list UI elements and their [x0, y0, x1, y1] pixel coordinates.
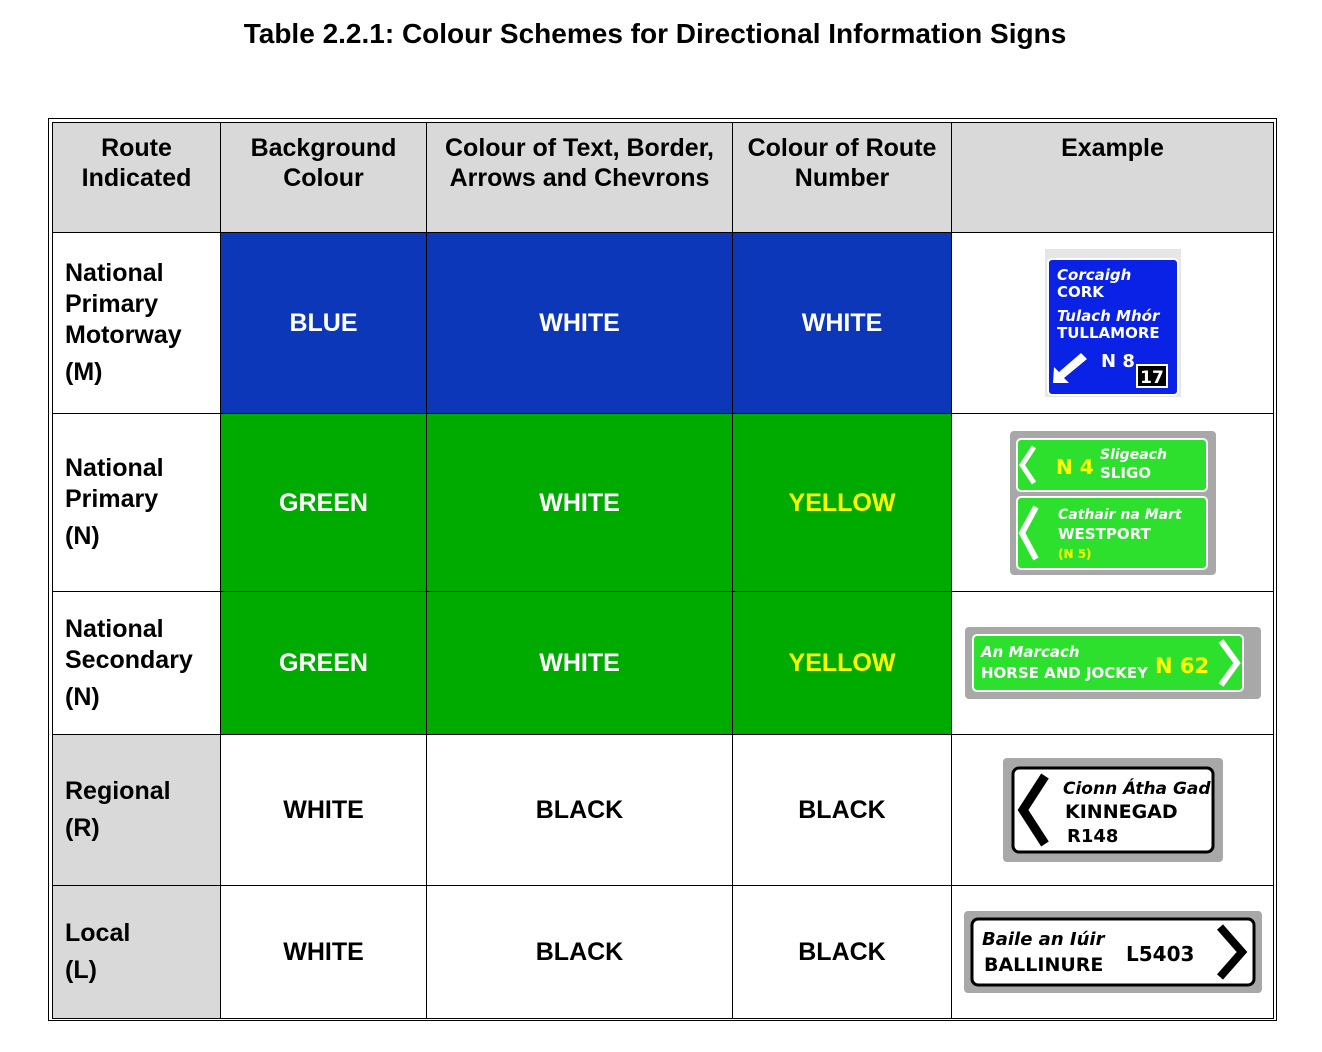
sign-route-number: N 62 — [1154, 654, 1209, 678]
background-colour-cell: GREEN — [221, 414, 427, 592]
route-code: (L) — [65, 956, 97, 984]
sign-irish-1: Sligeach — [1099, 446, 1167, 463]
sign-irish: Baile an Iúir — [981, 929, 1104, 950]
sign-route-number: R148 — [1066, 826, 1118, 847]
sign-irish-2: Cathair na Mart — [1057, 506, 1182, 523]
route-number-colour-cell: YELLOW — [733, 414, 952, 592]
route-code: (N) — [65, 522, 100, 550]
sign-irish-1: Corcaigh — [1056, 266, 1131, 284]
table-row — [53, 592, 1274, 735]
route-code: (M) — [65, 358, 103, 386]
table-row — [53, 886, 1274, 1019]
page-title: Table 2.2.1: Colour Schemes for Directional Information Signs — [243, 18, 1067, 49]
route-name: National Primary Motorway — [65, 259, 182, 349]
sign-english-2: TULLAMORE — [1056, 324, 1160, 342]
table-row — [53, 414, 1274, 592]
route-name: Regional — [65, 777, 171, 805]
route-name: Local — [65, 919, 131, 947]
text-colour-cell: BLACK — [427, 886, 733, 1019]
motorway-sign-image — [1045, 249, 1181, 397]
sign-english: HORSE AND JOCKEY — [980, 664, 1148, 682]
route-number-colour-cell: BLACK — [733, 735, 952, 886]
background-colour-cell: BLUE — [221, 233, 427, 414]
example-cell — [952, 735, 1274, 886]
sign-english-1: SLIGO — [1099, 463, 1151, 482]
sign-english: KINNEGAD — [1064, 801, 1178, 823]
sign-irish: Cionn Átha Gad — [1062, 779, 1211, 799]
example-cell — [952, 886, 1274, 1019]
route-cell — [53, 592, 221, 735]
table-row — [53, 233, 1274, 414]
national-primary-sign-image — [1010, 431, 1216, 575]
route-name: National Secondary — [65, 614, 193, 674]
text-colour-cell: WHITE — [427, 414, 733, 592]
route-cell — [53, 886, 221, 1019]
route-cell — [53, 233, 221, 414]
sign-route-number: L5403 — [1125, 942, 1194, 966]
header-background-colour: Background Colour — [221, 123, 427, 233]
junction-number: 17 — [1139, 368, 1164, 388]
sign-route-number-secondary: (N 5) — [1057, 546, 1092, 561]
national-secondary-sign-image — [965, 627, 1261, 699]
header-row — [53, 123, 1274, 233]
sign-route-number: N 8 — [1100, 351, 1135, 372]
colour-scheme-table — [48, 118, 1277, 1021]
header-route-indicated: Route Indicated — [53, 123, 221, 233]
background-colour-cell: GREEN — [221, 592, 427, 735]
text-colour-cell: WHITE — [427, 592, 733, 735]
table-row — [53, 735, 1274, 886]
route-number-colour-cell: WHITE — [733, 233, 952, 414]
local-sign-image — [964, 911, 1262, 993]
route-cell — [53, 414, 221, 592]
header-text-colour: Colour of Text, Border, Arrows and Chevrons — [427, 123, 733, 233]
route-code: (N) — [65, 682, 100, 711]
background-colour-cell: WHITE — [221, 886, 427, 1019]
example-cell — [952, 233, 1274, 414]
sign-english: BALLINURE — [983, 954, 1103, 976]
example-cell — [952, 414, 1274, 592]
text-colour-cell: BLACK — [427, 735, 733, 886]
route-number-colour-cell: BLACK — [733, 886, 952, 1019]
route-code: (R) — [65, 814, 100, 842]
sign-irish-2: Tulach Mhór — [1056, 307, 1159, 325]
sign-english-2: WESTPORT — [1057, 524, 1151, 543]
route-name: National Primary — [65, 454, 164, 513]
example-cell — [952, 592, 1274, 735]
sign-irish: An Marcach — [980, 643, 1080, 661]
regional-sign-image — [1003, 758, 1223, 862]
header-example: Example — [952, 123, 1274, 233]
sign-route-number: N 4 — [1055, 454, 1094, 479]
background-colour-cell: WHITE — [221, 735, 427, 886]
route-cell — [53, 735, 221, 886]
sign-english-1: CORK — [1056, 283, 1104, 301]
route-number-colour-cell: YELLOW — [733, 592, 952, 735]
header-route-number-colour: Colour of Route Number — [733, 123, 952, 233]
text-colour-cell: WHITE — [427, 233, 733, 414]
